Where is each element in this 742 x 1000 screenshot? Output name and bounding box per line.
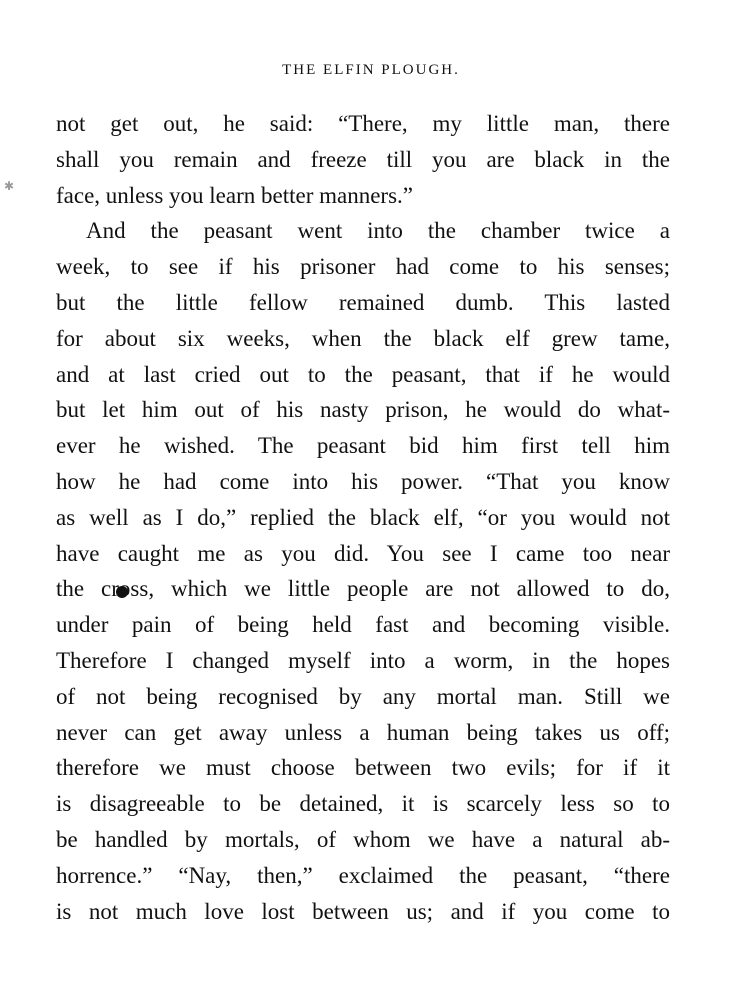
text-line: but let him out of his nasty prison, he would do what- (56, 397, 670, 423)
text-line: week, to see if his prisoner had come to his senses; (56, 254, 670, 280)
text-line: And the peasant went into the chamber twice a (86, 218, 670, 244)
text-line: of not being recognised by any mortal man. Still we (56, 683, 670, 709)
text-line: never can get away unless a human being takes us off; (56, 719, 670, 745)
text-line: under pain of being held fast and becoming visible. (56, 612, 670, 638)
text-line: is disagreeable to be detained, it is scarcely less so to (56, 791, 670, 817)
text-line: horrence.” “Nay, then,” exclaimed the peasant, “there (56, 862, 670, 888)
paper-speck-mark: ✱ (4, 179, 15, 193)
text-line: have caught me as you did. You see I came too near (56, 540, 670, 566)
text-line: and at last cried out to the peasant, that if he would (56, 361, 670, 387)
text-line: not get out, he said: “There, my little man, there (56, 111, 670, 136)
text-line: as well as I do,” replied the black elf, “or you would not (56, 504, 670, 530)
text-line: ever he wished. The peasant bid him first tell him (56, 433, 670, 459)
running-head: THE ELFIN PLOUGH. (282, 62, 460, 78)
text-line: for about six weeks, when the black elf grew tame, (56, 325, 670, 351)
text-line: therefore we must choose between two evils; for if it (56, 755, 670, 781)
text-line: shall you remain and freeze till you are black in the (56, 146, 670, 172)
text-line: is not much love lost between us; and if you come to (56, 898, 670, 924)
text-line: the cross, which we little people are not allowed to do, (56, 576, 670, 602)
text-line: be handled by mortals, of whom we have a natural ab- (56, 826, 670, 852)
text-line: face, unless you learn better manners.” (56, 182, 413, 208)
text-line: but the little fellow remained dumb. This lasted (56, 289, 670, 315)
body-text (56, 106, 670, 929)
text-line: Therefore I changed myself into a worm, in the hopes (56, 647, 670, 673)
text-line: how he had come into his power. “That you know (56, 468, 670, 494)
